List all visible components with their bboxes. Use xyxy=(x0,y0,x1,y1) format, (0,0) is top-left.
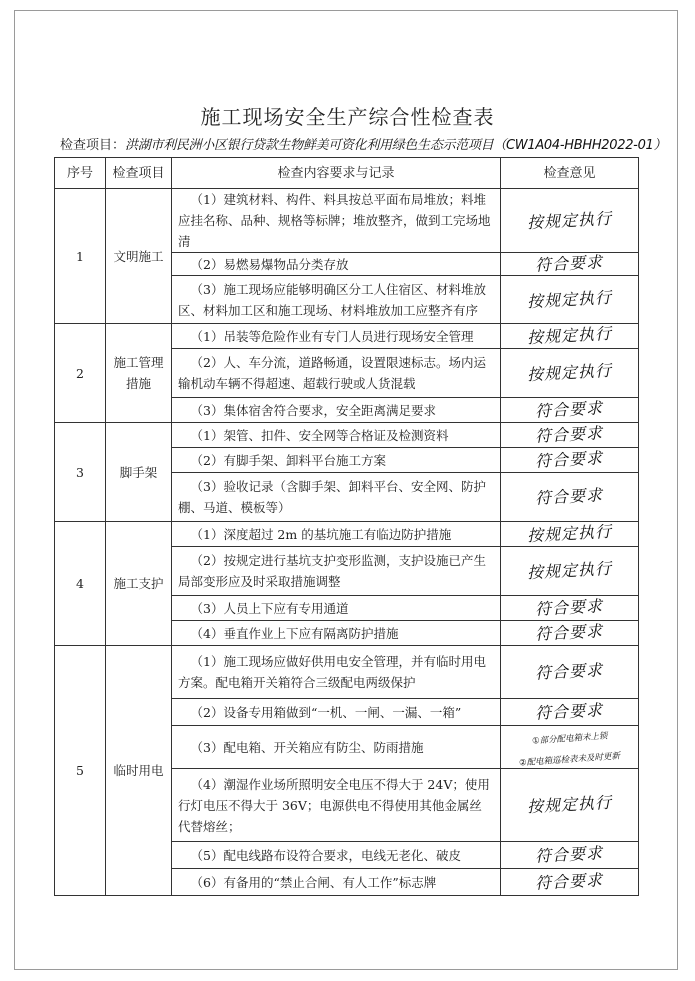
requirement-text: （1）建筑材料、构件、料具按总平面布局堆放；料堆应挂名称、品种、规格等标牌；堆放整齐，做到工完场地清 xyxy=(172,189,501,253)
opinion-handwritten xyxy=(501,842,639,869)
opinion-text: 符合要求 xyxy=(535,485,604,508)
opinion-handwritten xyxy=(501,522,639,547)
opinion-text: 按规定执行 xyxy=(526,360,613,385)
table-row xyxy=(55,423,639,448)
opinion-handwritten xyxy=(501,547,639,596)
opinion-handwritten xyxy=(501,398,639,423)
opinion-text: 按规定执行 xyxy=(526,558,613,583)
opinion-handwritten xyxy=(501,349,639,398)
requirement-text: （2）有脚手架、卸料平台施工方案 xyxy=(172,448,501,473)
requirement-text: （2）人、车分流，道路畅通，设置限速标志。场内运输机动车辆不得超速、超载行驶或人货混载 xyxy=(172,349,501,398)
opinion-text: 按规定执行 xyxy=(526,323,613,348)
opinion-text: 符合要求 xyxy=(535,700,604,723)
row-number: 2 xyxy=(55,324,106,423)
requirement-text: （2）按规定进行基坑支护变形监测，支护设施已产生局部变形应及时采取措施调整 xyxy=(172,547,501,596)
opinion-text: 符合要求 xyxy=(535,596,604,619)
table-row xyxy=(55,189,639,253)
requirement-text: （2）设备专用箱做到“一机、一闸、一漏、一箱” xyxy=(172,699,501,726)
header-no: 序号 xyxy=(55,158,106,189)
opinion-text: 按规定执行 xyxy=(526,521,613,546)
opinion-text: 符合要求 xyxy=(535,843,604,866)
opinion-handwritten xyxy=(501,596,639,621)
opinion-handwritten xyxy=(501,473,639,522)
table-row xyxy=(55,646,639,699)
opinion-text: 按规定执行 xyxy=(526,792,613,817)
opinion-text: 符合要求 xyxy=(535,252,604,275)
opinion-handwritten xyxy=(501,324,639,349)
project-line xyxy=(60,134,680,153)
requirement-text: （1）施工现场应做好供用电安全管理，并有临时用电方案。配电箱开关箱符合三级配电两级保护 xyxy=(172,646,501,699)
opinion-text: 符合要求 xyxy=(535,660,604,683)
opinion-text: 按规定执行 xyxy=(526,287,613,311)
row-number: 4 xyxy=(55,522,106,646)
opinion-text: 符合要求 xyxy=(535,423,604,446)
requirement-text: （1）吊装等危险作业有专门人员进行现场安全管理 xyxy=(172,324,501,349)
row-number: 1 xyxy=(55,189,106,324)
requirement-text: （6）有备用的“禁止合闸、有人工作”标志牌 xyxy=(172,869,501,896)
opinion-text: 符合要求 xyxy=(535,621,604,644)
opinion-handwritten xyxy=(501,189,639,253)
table-header-row xyxy=(55,158,639,189)
opinion-handwritten xyxy=(501,448,639,473)
requirement-text: （4）潮湿作业场所照明安全电压不得大于 24V；使用行灯电压不得大于 36V；电源供电不得使用其他金属丝代替熔丝； xyxy=(172,769,501,842)
opinion-handwritten xyxy=(501,423,639,448)
row-number: 3 xyxy=(55,423,106,522)
requirement-text: （3）施工现场应能够明确区分工人住宿区、材料堆放区、材料加工区和施工现场、材料堆放加工应整齐有序 xyxy=(172,276,501,324)
header-requirements: 检查内容要求与记录 xyxy=(172,158,501,189)
requirement-text: （3）配电箱、开关箱应有防尘、防雨措施 xyxy=(172,726,501,769)
page-title: 施工现场安全生产综合性检查表 xyxy=(200,105,495,129)
opinion-text: 符合要求 xyxy=(535,870,604,893)
opinion-handwritten xyxy=(501,869,639,896)
opinion-text: ②配电箱巡检表未及时更新 xyxy=(518,751,621,769)
opinion-handwritten xyxy=(501,646,639,699)
opinion-handwritten xyxy=(501,253,639,276)
header-item: 检查项目 xyxy=(106,158,172,189)
opinion-handwritten xyxy=(501,621,639,646)
requirement-text: （5）配电线路布设符合要求，电线无老化、破皮 xyxy=(172,842,501,869)
opinion-text: ①部分配电箱未上锁 xyxy=(531,731,608,747)
project-label: 检查项目： xyxy=(60,138,126,153)
opinion-handwritten xyxy=(501,726,639,769)
requirement-text: （3）人员上下应有专用通道 xyxy=(172,596,501,621)
check-item: 施工支护 xyxy=(106,522,172,646)
project-value-handwritten: 洪湖市利民洲小区银行贷款生物鲜美可资化利用绿色生态示范项目（CW1A04-HBHH2022-01） xyxy=(125,138,667,153)
requirement-text: （1）架管、扣件、安全网等合格证及检测资料 xyxy=(172,423,501,448)
check-item: 文明施工 xyxy=(106,189,172,324)
opinion-text: 符合要求 xyxy=(535,398,604,421)
opinion-handwritten xyxy=(501,699,639,726)
opinion-handwritten xyxy=(501,769,639,842)
row-number: 5 xyxy=(55,646,106,896)
header-opinion: 检查意见 xyxy=(501,158,639,189)
requirement-text: （3）验收记录（含脚手架、卸料平台、安全网、防护棚、马道、模板等） xyxy=(172,473,501,522)
requirement-text: （2）易燃易爆物品分类存放 xyxy=(172,253,501,276)
requirement-text: （4）垂直作业上下应有隔离防护措施 xyxy=(172,621,501,646)
opinion-text: 按规定执行 xyxy=(526,208,613,232)
check-item: 临时用电 xyxy=(106,646,172,896)
requirement-text: （3）集体宿舍符合要求，安全距离满足要求 xyxy=(172,398,501,423)
check-item: 脚手架 xyxy=(106,423,172,522)
check-item: 施工管理措施 xyxy=(106,324,172,423)
table-row xyxy=(55,522,639,547)
opinion-text: 符合要求 xyxy=(535,448,604,471)
requirement-text: （1）深度超过 2m 的基坑施工有临边防护措施 xyxy=(172,522,501,547)
inspection-table xyxy=(54,157,639,896)
table-row xyxy=(55,324,639,349)
opinion-handwritten xyxy=(501,276,639,324)
